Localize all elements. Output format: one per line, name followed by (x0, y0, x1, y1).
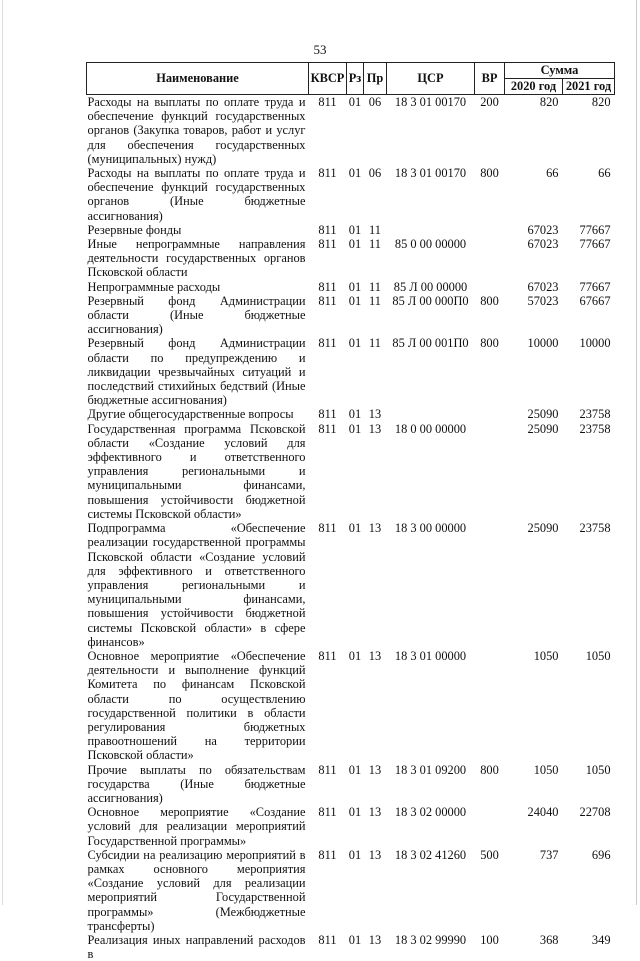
row-kvsr: 811 (309, 763, 347, 806)
table-row (87, 805, 615, 848)
row-vr (475, 649, 505, 763)
row-sum-2021: 23758 (563, 407, 615, 421)
table-row (87, 649, 615, 763)
row-rz: 01 (347, 805, 364, 848)
header-kvsr: КВСР (309, 63, 347, 95)
row-sum-2020: 10000 (505, 336, 563, 407)
table-row (87, 422, 615, 521)
row-kvsr: 811 (309, 336, 347, 407)
row-sum-2021: 1050 (563, 763, 615, 806)
row-sum-2020: 25090 (505, 422, 563, 521)
row-csr: 18 3 01 09200 (387, 763, 475, 806)
row-sum-2020: 66 (505, 166, 563, 223)
row-kvsr: 811 (309, 407, 347, 421)
row-pr: 11 (364, 294, 387, 337)
row-pr: 11 (364, 237, 387, 280)
row-name: Прочие выплаты по обязательствам государства (Иные бюджетные ассигнования) (87, 763, 309, 806)
row-pr: 13 (364, 422, 387, 521)
table-row (87, 933, 615, 961)
row-rz: 01 (347, 280, 364, 294)
header-year-2021: 2021 год (563, 79, 615, 95)
row-csr: 18 3 01 00170 (387, 95, 475, 167)
budget-table (86, 62, 615, 961)
row-name: Другие общегосударственные вопросы (87, 407, 309, 421)
row-sum-2020: 67023 (505, 237, 563, 280)
row-vr: 800 (475, 166, 505, 223)
table-row (87, 237, 615, 280)
header-sum: Сумма (505, 63, 615, 79)
row-pr: 06 (364, 166, 387, 223)
row-kvsr: 811 (309, 805, 347, 848)
page-number: 53 (0, 42, 640, 58)
row-rz: 01 (347, 521, 364, 649)
row-sum-2020: 57023 (505, 294, 563, 337)
row-name: Резервный фонд Администрации области по предупреждению и ликвидации чрезвычайных ситуаций и последствий стихийных бедствий (Иные бюджетные ассигнования) (87, 336, 309, 407)
header-rz: Рз (347, 63, 364, 95)
row-vr: 800 (475, 336, 505, 407)
row-vr: 200 (475, 95, 505, 167)
row-sum-2020: 67023 (505, 280, 563, 294)
row-kvsr: 811 (309, 422, 347, 521)
row-csr (387, 407, 475, 421)
row-vr (475, 422, 505, 521)
row-kvsr: 811 (309, 166, 347, 223)
row-csr: 18 3 01 00000 (387, 649, 475, 763)
row-kvsr: 811 (309, 649, 347, 763)
row-csr: 85 0 00 00000 (387, 237, 475, 280)
row-vr (475, 805, 505, 848)
row-vr (475, 280, 505, 294)
header-pr: Пр (364, 63, 387, 95)
row-sum-2021: 77667 (563, 280, 615, 294)
row-sum-2020: 25090 (505, 407, 563, 421)
row-vr: 100 (475, 933, 505, 961)
row-pr: 13 (364, 848, 387, 933)
row-csr: 85 Л 00 00000 (387, 280, 475, 294)
row-pr: 13 (364, 649, 387, 763)
row-rz: 01 (347, 407, 364, 421)
row-kvsr: 811 (309, 95, 347, 167)
table-row (87, 521, 615, 649)
row-kvsr: 811 (309, 280, 347, 294)
row-pr: 13 (364, 407, 387, 421)
row-name: Резервный фонд Администрации области (Иные бюджетные ассигнования) (87, 294, 309, 337)
row-sum-2020: 368 (505, 933, 563, 961)
header-csr: ЦСР (387, 63, 475, 95)
row-vr: 800 (475, 294, 505, 337)
row-name: Иные непрограммные направления деятельности государственных органов Псковской области (87, 237, 309, 280)
row-csr: 18 0 00 00000 (387, 422, 475, 521)
row-name: Расходы на выплаты по оплате труда и обеспечение функций государственных органов (Закупка товаров, работ и услуг для обеспечения государственных (муниципальных) нужд) (87, 95, 309, 167)
row-rz: 01 (347, 422, 364, 521)
row-rz: 01 (347, 763, 364, 806)
row-csr (387, 223, 475, 237)
row-sum-2021: 22708 (563, 805, 615, 848)
row-sum-2021: 77667 (563, 223, 615, 237)
row-sum-2021: 67667 (563, 294, 615, 337)
row-name: Непрограммные расходы (87, 280, 309, 294)
row-rz: 01 (347, 848, 364, 933)
row-pr: 06 (364, 95, 387, 167)
row-name: Подпрограмма «Обеспечение реализации государственной программы Псковской области «Создание условий для эффективного и ответственного управления региональными и муниципальными финансами, повышения устойчивости бюджетной системы Псковской области» в сфере финансов» (87, 521, 309, 649)
row-rz: 01 (347, 237, 364, 280)
row-rz: 01 (347, 649, 364, 763)
row-name: Основное мероприятие «Создание условий для реализации мероприятий Государственной программы» (87, 805, 309, 848)
row-name: Реализация иных направлений расходов в (87, 933, 309, 961)
header-vr: ВР (475, 63, 505, 95)
row-csr: 18 3 02 41260 (387, 848, 475, 933)
row-csr: 18 3 01 00170 (387, 166, 475, 223)
row-pr: 11 (364, 280, 387, 294)
header-name: Наименование (87, 63, 309, 95)
table-row (87, 280, 615, 294)
row-rz: 01 (347, 95, 364, 167)
table-row (87, 294, 615, 337)
row-sum-2020: 67023 (505, 223, 563, 237)
table-body (87, 95, 615, 961)
row-vr (475, 521, 505, 649)
row-csr: 18 3 02 00000 (387, 805, 475, 848)
row-sum-2021: 696 (563, 848, 615, 933)
row-kvsr: 811 (309, 294, 347, 337)
row-pr: 11 (364, 223, 387, 237)
row-sum-2020: 820 (505, 95, 563, 167)
row-kvsr: 811 (309, 237, 347, 280)
row-name: Резервные фонды (87, 223, 309, 237)
header-year-2020: 2020 год (505, 79, 563, 95)
row-pr: 13 (364, 805, 387, 848)
row-sum-2021: 1050 (563, 649, 615, 763)
row-sum-2021: 349 (563, 933, 615, 961)
table-row (87, 166, 615, 223)
row-csr: 85 Л 00 001П0 (387, 336, 475, 407)
row-vr (475, 223, 505, 237)
row-vr (475, 237, 505, 280)
table-header (87, 63, 615, 95)
row-csr: 18 3 00 00000 (387, 521, 475, 649)
row-pr: 13 (364, 521, 387, 649)
row-rz: 01 (347, 166, 364, 223)
table-row (87, 223, 615, 237)
table-row (87, 336, 615, 407)
row-sum-2021: 10000 (563, 336, 615, 407)
row-csr: 85 Л 00 000П0 (387, 294, 475, 337)
row-sum-2020: 24040 (505, 805, 563, 848)
table-row (87, 848, 615, 933)
row-sum-2020: 737 (505, 848, 563, 933)
row-name: Расходы на выплаты по оплате труда и обеспечение функций государственных органов (Иные бюджетные ассигнования) (87, 166, 309, 223)
row-kvsr: 811 (309, 848, 347, 933)
row-name: Основное мероприятие «Обеспечение деятельности и выполнение функций Комитета по финансам Псковской области по осуществлению государственной политики в области регулирования бюджетных правоотношений на территории Псковской области» (87, 649, 309, 763)
row-pr: 13 (364, 763, 387, 806)
row-rz: 01 (347, 294, 364, 337)
row-pr: 11 (364, 336, 387, 407)
row-sum-2021: 77667 (563, 237, 615, 280)
table-row (87, 95, 615, 167)
row-kvsr: 811 (309, 223, 347, 237)
table-row (87, 763, 615, 806)
row-kvsr: 811 (309, 933, 347, 961)
row-rz: 01 (347, 336, 364, 407)
row-rz: 01 (347, 223, 364, 237)
row-name: Государственная программа Псковской области «Создание условий для эффективного и ответственного управления региональными и муниципальными финансами, повышения устойчивости бюджетной системы Псковской области» (87, 422, 309, 521)
row-sum-2020: 25090 (505, 521, 563, 649)
row-sum-2020: 1050 (505, 649, 563, 763)
row-sum-2021: 23758 (563, 521, 615, 649)
row-sum-2021: 23758 (563, 422, 615, 521)
row-sum-2020: 1050 (505, 763, 563, 806)
table-row (87, 407, 615, 421)
row-rz: 01 (347, 933, 364, 961)
row-name: Субсидии на реализацию мероприятий в рамках основного мероприятия «Создание условий для реализации мероприятий Государственной программы» (Межбюджетные трансферты) (87, 848, 309, 933)
row-pr: 13 (364, 933, 387, 961)
row-vr: 800 (475, 763, 505, 806)
row-vr: 500 (475, 848, 505, 933)
row-csr: 18 3 02 99990 (387, 933, 475, 961)
row-vr (475, 407, 505, 421)
row-sum-2021: 820 (563, 95, 615, 167)
row-kvsr: 811 (309, 521, 347, 649)
row-sum-2021: 66 (563, 166, 615, 223)
